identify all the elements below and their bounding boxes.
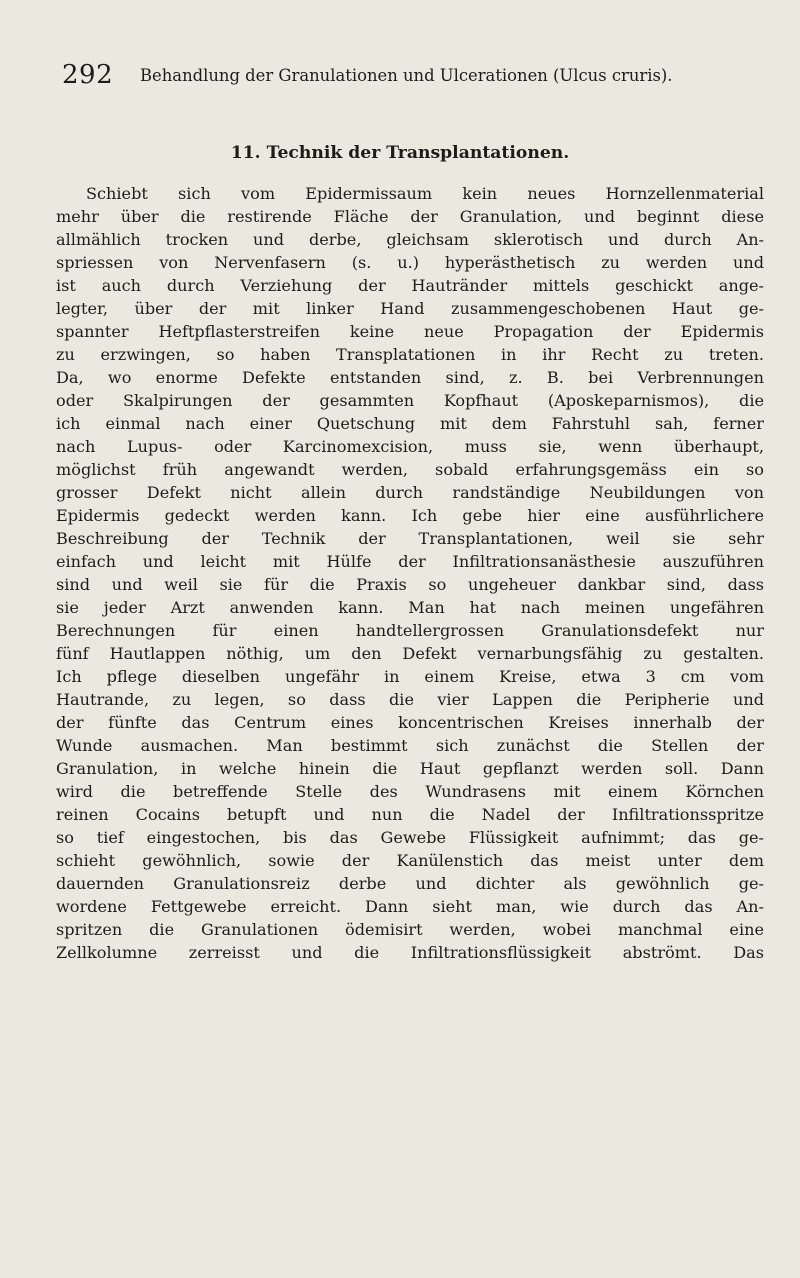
running-header	[62, 60, 762, 92]
text-line: Zellkolumne zerreisst und die Infiltrationsflüssigkeit abströmt. Das	[56, 943, 764, 962]
text-line: schieht gewöhnlich, sowie der Kanülenstich das meist unter dem	[56, 851, 764, 870]
text-line: Epidermis gedeckt werden kann. Ich gebe hier eine ausführlichere	[56, 506, 764, 525]
text-line: fünf Hautlappen nöthig, um den Defekt vernarbungsfähig zu gestalten.	[56, 644, 764, 663]
text-line: sie jeder Arzt anwenden kann. Man hat nach meinen ungefähren	[56, 598, 764, 617]
text-line: Berechnungen für einen handtellergrossen Granulationsdefekt nur	[56, 621, 764, 640]
page-number: 292	[62, 60, 114, 90]
text-line: oder Skalpirungen der gesammten Kopfhaut (Aposkeparnismos), die	[56, 391, 764, 410]
text-line: Schiebt sich vom Epidermissaum kein neues Hornzellenmaterial	[86, 184, 764, 203]
text-line: Wunde ausmachen. Man bestimmt sich zunächst die Stellen der	[56, 736, 764, 755]
text-line: der fünfte das Centrum eines koncentrischen Kreises innerhalb der	[56, 713, 764, 732]
text-line: mehr über die restirende Fläche der Granulation, und beginnt diese	[56, 207, 764, 226]
text-line: einfach und leicht mit Hülfe der Infiltrationsanästhesie auszuführen	[56, 552, 764, 571]
text-line: Granulation, in welche hinein die Haut gepflanzt werden soll. Dann	[56, 759, 764, 778]
text-line: allmählich trocken und derbe, gleichsam sklerotisch und durch An-	[56, 230, 764, 249]
text-line: Ich pflege dieselben ungefähr in einem Kreise, etwa 3 cm vom	[56, 667, 764, 686]
text-line: Da, wo enorme Defekte entstanden sind, z. B. bei Verbrennungen	[56, 368, 764, 387]
text-line: legter, über der mit linker Hand zusammengeschobenen Haut ge-	[56, 299, 764, 318]
text-line: zu erzwingen, so haben Transplatationen in ihr Recht zu treten.	[56, 345, 764, 364]
text-line: spritzen die Granulationen ödemisirt werden, wobei manchmal eine	[56, 920, 764, 939]
text-line: ist auch durch Verziehung der Hautränder mittels geschickt ange-	[56, 276, 764, 295]
text-line: Hautrande, zu legen, so dass die vier Lappen die Peripherie und	[56, 690, 764, 709]
body-paragraph	[56, 182, 764, 964]
text-line: wird die betreffende Stelle des Wundrasens mit einem Körnchen	[56, 782, 764, 801]
section-title: Technik der Transplantationen.	[266, 143, 570, 163]
text-line: spriessen von Nervenfasern (s. u.) hyperästhetisch zu werden und	[56, 253, 764, 272]
section-number: 11.	[230, 143, 261, 163]
text-line: grosser Defekt nicht allein durch randständige Neubildungen von	[56, 483, 764, 502]
text-line: dauernden Granulationsreiz derbe und dichter als gewöhnlich ge-	[56, 874, 764, 893]
text-line: möglichst früh angewandt werden, sobald erfahrungsgemäss ein so	[56, 460, 764, 479]
text-line: reinen Cocains betupft und nun die Nadel der Infiltrationsspritze	[56, 805, 764, 824]
text-line: sind und weil sie für die Praxis so ungeheuer dankbar sind, dass	[56, 575, 764, 594]
text-line: nach Lupus- oder Karcinomexcision, muss sie, wenn überhaupt,	[56, 437, 764, 456]
text-line: spannter Heftpflasterstreifen keine neue Propagation der Epidermis	[56, 322, 764, 341]
text-line: so tief eingestochen, bis das Gewebe Flüssigkeit aufnimmt; das ge-	[56, 828, 764, 847]
text-line: ich einmal nach einer Quetschung mit dem Fahrstuhl sah, ferner	[56, 414, 764, 433]
text-line: wordene Fettgewebe erreicht. Dann sieht man, wie durch das An-	[56, 897, 764, 916]
text-line: Beschreibung der Technik der Transplantationen, weil sie sehr	[56, 529, 764, 548]
running-title: Behandlung der Granulationen und Ulcerationen (Ulcus cruris).	[140, 66, 673, 85]
section-heading	[0, 141, 800, 165]
